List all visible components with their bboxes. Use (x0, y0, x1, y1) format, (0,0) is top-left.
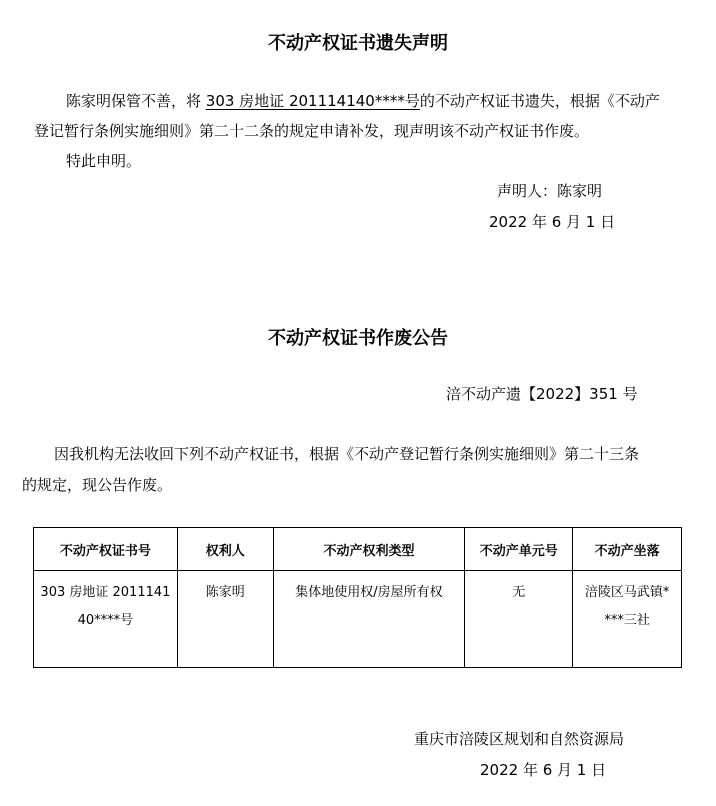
table-row (34, 571, 682, 668)
cell-right-type: 集体地使用权/房屋所有权 (273, 571, 465, 668)
cell-holder: 陈家明 (177, 571, 273, 668)
cell-cert-no (34, 571, 178, 668)
declaration-text: 的不动产权证书遗失，根据《不动产 (419, 92, 660, 110)
declaration-line-2: 登记暂行条例实施细则》第二十二条的规定申请补发，现声明该不动产权证书作废。 (34, 122, 590, 140)
notice-title: 不动产权证书作废公告 (268, 328, 448, 349)
cell-cert-no-line-1: 303 房地证 2011141 (40, 585, 171, 600)
certificate-number: 303 房地证 201114140****号 (205, 92, 420, 110)
declarant: 声明人：陈家明 (497, 182, 603, 200)
notice-doc-number: 涪不动产遗【2022】351 号 (446, 385, 638, 403)
declaration-title: 不动产权证书遗失声明 (268, 33, 448, 54)
cell-cert-no-line-2: 40****号 (77, 613, 134, 628)
notice-date: 2022 年 6 月 1 日 (480, 761, 607, 779)
header-holder: 权利人 (177, 528, 273, 571)
declaration-text: 陈家明保管不善，将 (66, 92, 206, 110)
declaration-line-1 (66, 91, 660, 111)
cell-location (573, 571, 682, 668)
declaration-line-3: 特此申明。 (66, 152, 142, 170)
header-unit-no: 不动产单元号 (465, 528, 573, 571)
certificate-table (33, 527, 682, 668)
cell-location-line-2: ***三社 (604, 613, 650, 628)
declaration-date: 2022 年 6 月 1 日 (489, 213, 616, 231)
cell-location-line-1: 涪陵区马武镇* (584, 585, 670, 600)
cell-unit-no: 无 (465, 571, 573, 668)
notice-paragraph-line-1: 因我机构无法收回下列不动产权证书，根据《不动产登记暂行条例实施细则》第二十三条 (54, 445, 640, 463)
notice-issuer: 重庆市涪陵区规划和自然资源局 (414, 730, 625, 748)
header-cert-no: 不动产权证书号 (34, 528, 178, 571)
notice-paragraph-line-2: 的规定，现公告作废。 (22, 476, 173, 494)
header-location: 不动产坐落 (573, 528, 682, 571)
header-right-type: 不动产权利类型 (273, 528, 465, 571)
table-header-row (34, 528, 682, 571)
